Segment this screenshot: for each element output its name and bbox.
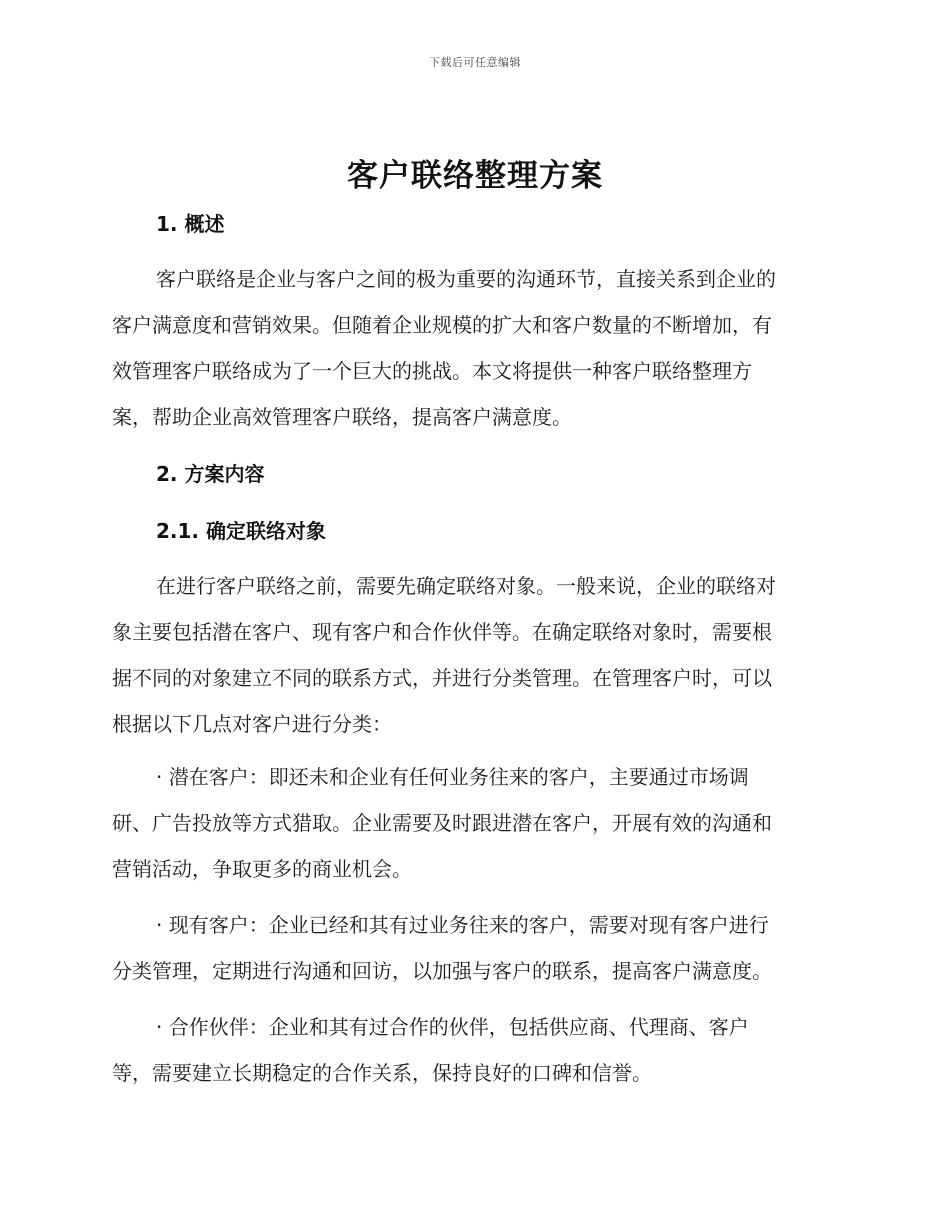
bullet-line: · 潜在客户：即还未和企业有任何业务往来的客户，主要通过市场调 <box>156 765 749 789</box>
section-heading-plan: 2. 方案内容 <box>156 462 265 486</box>
paragraph-line: 据不同的对象建立不同的联系方式，并进行分类管理。在管理客户时，可以 <box>112 666 772 690</box>
paragraph-line: 案，帮助企业高效管理客户联络，提高客户满意度。 <box>112 405 572 429</box>
bullet-line: 等，需要建立长期稳定的合作关系，保持良好的口碑和信誉。 <box>112 1061 652 1085</box>
bullet-line: 研、广告投放等方式猎取。企业需要及时跟进潜在客户，开展有效的沟通和 <box>112 811 772 835</box>
paragraph-line: 根据以下几点对客户进行分类： <box>112 712 392 736</box>
page-header: 下载后可任意编辑 <box>429 56 521 69</box>
section-heading-overview: 1. 概述 <box>156 212 225 236</box>
bullet-existing-customers <box>112 902 842 994</box>
targets-paragraph <box>112 563 842 747</box>
document-title: 客户联络整理方案 <box>347 158 603 194</box>
bullet-line: · 合作伙伴：企业和其有过合作的伙伴，包括供应商、代理商、客户 <box>156 1015 749 1039</box>
overview-paragraph <box>112 256 842 440</box>
bullet-partners <box>112 1004 842 1096</box>
paragraph-line: 客户联络是企业与客户之间的极为重要的沟通环节，直接关系到企业的 <box>156 267 776 291</box>
paragraph-line: 效管理客户联络成为了一个巨大的挑战。本文将提供一种客户联络整理方 <box>112 359 752 383</box>
paragraph-line: 在进行客户联络之前，需要先确定联络对象。一般来说，企业的联络对 <box>156 574 776 598</box>
bullet-line: 营销活动，争取更多的商业机会。 <box>112 857 412 881</box>
bullet-potential-customers <box>112 754 842 892</box>
bullet-line: · 现有客户：企业已经和其有过业务往来的客户，需要对现有客户进行 <box>156 913 769 937</box>
bullet-line: 分类管理，定期进行沟通和回访，以加强与客户的联系，提高客户满意度。 <box>112 959 772 983</box>
paragraph-line: 客户满意度和营销效果。但随着企业规模的扩大和客户数量的不断增加，有 <box>112 313 772 337</box>
subsection-heading-targets: 2.1. 确定联络对象 <box>156 519 326 543</box>
paragraph-line: 象主要包括潜在客户、现有客户和合作伙伴等。在确定联络对象时，需要根 <box>112 620 772 644</box>
